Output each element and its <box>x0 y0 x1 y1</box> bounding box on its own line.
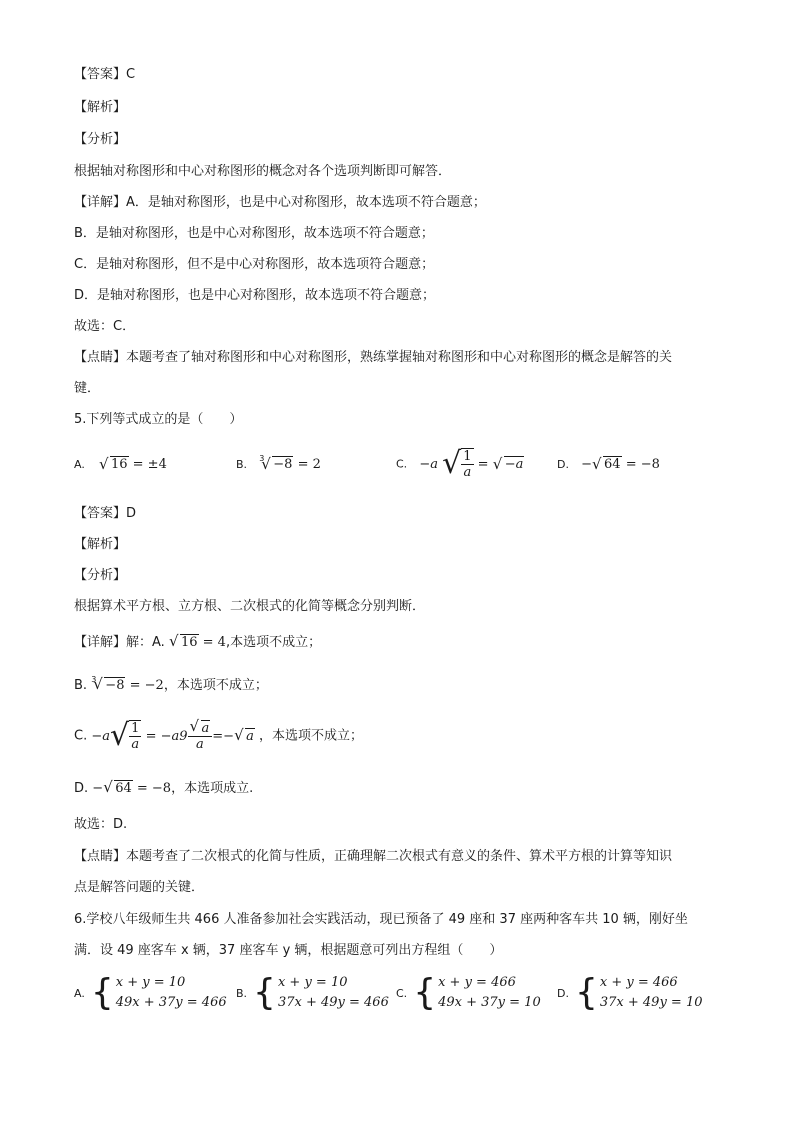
q5-option-d: D. −√ 64 = −8 <box>557 457 660 472</box>
q6-option-d: D. { x + y = 466 37x + 49y = 10 <box>557 972 703 1013</box>
q6-option-c: C. { x + y = 466 49x + 37y = 10 <box>396 972 541 1013</box>
option-label: D. <box>557 986 569 1000</box>
q5-comment-line2: 点是解答问题的关键． <box>74 880 205 895</box>
q6-option-a: A. { x + y = 10 49x + 37y = 466 <box>74 972 227 1013</box>
sqrt-expression: √ 16 <box>99 457 129 472</box>
left-brace: { <box>253 972 276 1013</box>
q4-detail-d: D．是轴对称图形，也是中心对称图形，故本选项不符合题意； <box>74 288 436 303</box>
option-label: C. <box>396 986 408 1000</box>
q5-fenxi-tag: 【分析】 <box>74 568 127 583</box>
q6-stem-line1: 6.学校八年级师生共 466 人准备参加社会实践活动，现已预备了 49 座和 37 座两种客车共 10 辆，刚好坐 <box>74 912 688 927</box>
q6-option-b: B. { x + y = 10 37x + 49y = 466 <box>236 972 389 1013</box>
q5-detail-b: B. $^3$√ −8 = −2，本选项不成立； <box>74 677 268 696</box>
cube-root-expression: √ −8 <box>261 457 293 472</box>
q5-analysis-tag: 【解析】 <box>74 537 127 552</box>
q4-choose: 故选：C． <box>74 319 136 334</box>
q5-option-c: C. −a √ $\frac{1}{a}$ = √ −a <box>396 448 524 480</box>
sqrt-expression: √ −a <box>493 457 525 472</box>
q5-detail-d: D. −√ 64 = −8，本选项成立. <box>74 780 253 798</box>
q5-stem: 5.下列等式成立的是（ ） <box>74 412 243 427</box>
option-label: C. <box>396 457 408 471</box>
q4-fenxi-tag: 【分析】 <box>74 132 127 147</box>
left-brace: { <box>413 972 437 1013</box>
left-brace: { <box>90 972 114 1013</box>
q4-answer: 【答案】C <box>74 67 136 82</box>
q5-detail-c: C. −a √ $\frac{1}{a}$ = −a9 √ $\frac{a}{a}$ =−√ a ，本选项不成立； <box>74 720 363 752</box>
q4-comment-line1: 【点睛】本题考查了轴对称图形和中心对称图形，熟练掌握轴对称图形和中心对称图形的概念是解答的关 <box>74 350 673 365</box>
option-label: D. <box>557 458 569 471</box>
q4-detail-b: B．是轴对称图形，也是中心对称图形，故本选项不符合题意； <box>74 226 434 241</box>
q5-option-a: A. √ 16 = ±4 <box>74 457 167 472</box>
q4-analysis-tag: 【解析】 <box>74 100 127 115</box>
q5-fenxi-text: 根据算术平方根、立方根、二次根式的化简等概念分别判断． <box>74 599 426 614</box>
option-label: B. <box>236 986 248 1000</box>
option-label: B. <box>236 458 248 471</box>
q4-fenxi-text: 根据轴对称图形和中心对称图形的概念对各个选项判断即可解答． <box>74 164 452 179</box>
q5-option-b: B. $^3$√ −8 = 2 <box>236 457 321 472</box>
q5-comment-line1: 【点睛】本题考查了二次根式的化简与性质，正确理解二次根式有意义的条件、算术平方根的计算等知识 <box>74 849 673 864</box>
sqrt-expression: √ 64 <box>592 457 622 472</box>
sqrt-fraction: √ $\frac{1}{a}$ <box>442 446 472 481</box>
q4-comment-line2: 键． <box>74 381 101 396</box>
q4-detail-c: C．是轴对称图形，但不是中心对称图形，故本选项符合题意； <box>74 257 435 272</box>
option-label: A. <box>74 458 85 471</box>
q6-stem-line2: 满．设 49 座客车 x 辆，37 座客车 y 辆，根据题意可列出方程组（ ） <box>74 943 503 958</box>
q5-answer: 【答案】D <box>74 506 137 521</box>
q4-detail-a: 【详解】A．是轴对称图形，也是中心对称图形，故本选项不符合题意； <box>74 195 486 210</box>
option-label: A. <box>74 986 85 1000</box>
left-brace: { <box>574 972 598 1013</box>
q5-detail-a: 【详解】解：A. √ 16 = 4,本选项不成立； <box>74 634 321 652</box>
q5-choose: 故选：D. <box>74 817 128 832</box>
